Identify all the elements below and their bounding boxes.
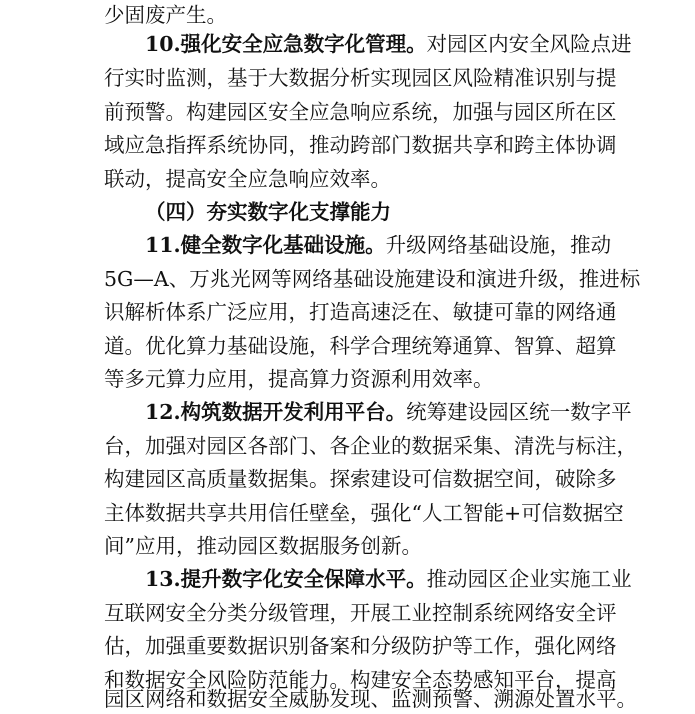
item-11-title: 11.健全数字化基础设施。 xyxy=(145,233,386,257)
item-10-title: 10.强化安全应急数字化管理。 xyxy=(145,32,427,56)
paragraph-12-line xyxy=(104,464,617,494)
line-text: 道。优化算力基础设施，科学合理统筹通算、智算、超算 xyxy=(104,334,617,358)
line-text: 统筹建设园区统一数字平 xyxy=(406,400,632,424)
line-text: 互联网安全分类分级管理，开展工业控制系统网络安全评 xyxy=(104,601,617,625)
line-text: 5G—A、万兆光网等网络基础设施建设和演进升级，推进标 xyxy=(104,267,641,291)
paragraph-13-line xyxy=(104,631,617,661)
section-heading-text: （四）夯实数字化支撑能力 xyxy=(145,200,391,224)
line-text: 台，加强对园区各部门、各企业的数据采集、清洗与标注， xyxy=(104,434,637,458)
line-text: 估，加强重要数据识别备案和分级防护等工作，强化网络 xyxy=(104,634,617,658)
paragraph-11-line xyxy=(104,364,494,394)
line-text: 和数据安全风险防范能力。构建安全态势感知平台，提高 xyxy=(104,668,617,692)
paragraph-10-line xyxy=(104,97,617,127)
paragraph-11-line xyxy=(104,264,641,294)
paragraph-12-line xyxy=(104,431,637,461)
paragraph-13-line xyxy=(104,684,637,714)
paragraph-11-line xyxy=(104,331,617,361)
item-13-title: 13.提升数字化安全保障水平。 xyxy=(145,567,427,591)
paragraph-12-first-line xyxy=(145,397,632,427)
paragraph-11-first-line xyxy=(145,230,612,260)
paragraph-11-line xyxy=(104,297,617,327)
paragraph-12-line xyxy=(104,498,624,528)
paragraph-13-first-line xyxy=(145,564,632,594)
line-text: 园区网络和数据安全威胁发现、监测预警、溯源处置水平。 xyxy=(104,687,637,711)
line-text: 升级网络基础设施，推动 xyxy=(385,233,612,257)
paragraph-12-line xyxy=(104,531,422,561)
paragraph-13-line xyxy=(104,598,617,628)
paragraph-9-tail xyxy=(104,0,227,30)
line-text: 间”应用，推动园区数据服务创新。 xyxy=(104,534,422,558)
line-text: 等多元算力应用，提高算力资源利用效率。 xyxy=(104,367,494,391)
line-text: 域应急指挥系统协同，推动跨部门数据共享和跨主体协调 xyxy=(104,133,617,157)
line-text: 识解析体系广泛应用，打造高速泛在、敏捷可靠的网络通 xyxy=(104,300,617,324)
line-text: 对园区内安全风险点进 xyxy=(426,32,632,56)
line-text: 主体数据共享共用信任壁垒，强化“人工智能+可信数据空 xyxy=(104,501,624,525)
paragraph-10-line xyxy=(104,164,391,194)
line-text: 行实时监测，基于大数据分析实现园区风险精准识别与提 xyxy=(104,66,617,90)
section-heading xyxy=(145,197,391,227)
item-12-title: 12.构筑数据开发利用平台。 xyxy=(145,400,407,424)
paragraph-10-line xyxy=(104,63,617,93)
line-text: 前预警。构建园区安全应急响应系统，加强与园区所在区 xyxy=(104,100,617,124)
line-text: 少固废产生。 xyxy=(104,3,227,27)
paragraph-10-first-line xyxy=(145,29,632,59)
line-text: 构建园区高质量数据集。探索建设可信数据空间，破除多 xyxy=(104,467,617,491)
line-text: 推动园区企业实施工业 xyxy=(426,567,632,591)
paragraph-10-line xyxy=(104,130,617,160)
line-text: 联动，提高安全应急响应效率。 xyxy=(104,167,391,191)
